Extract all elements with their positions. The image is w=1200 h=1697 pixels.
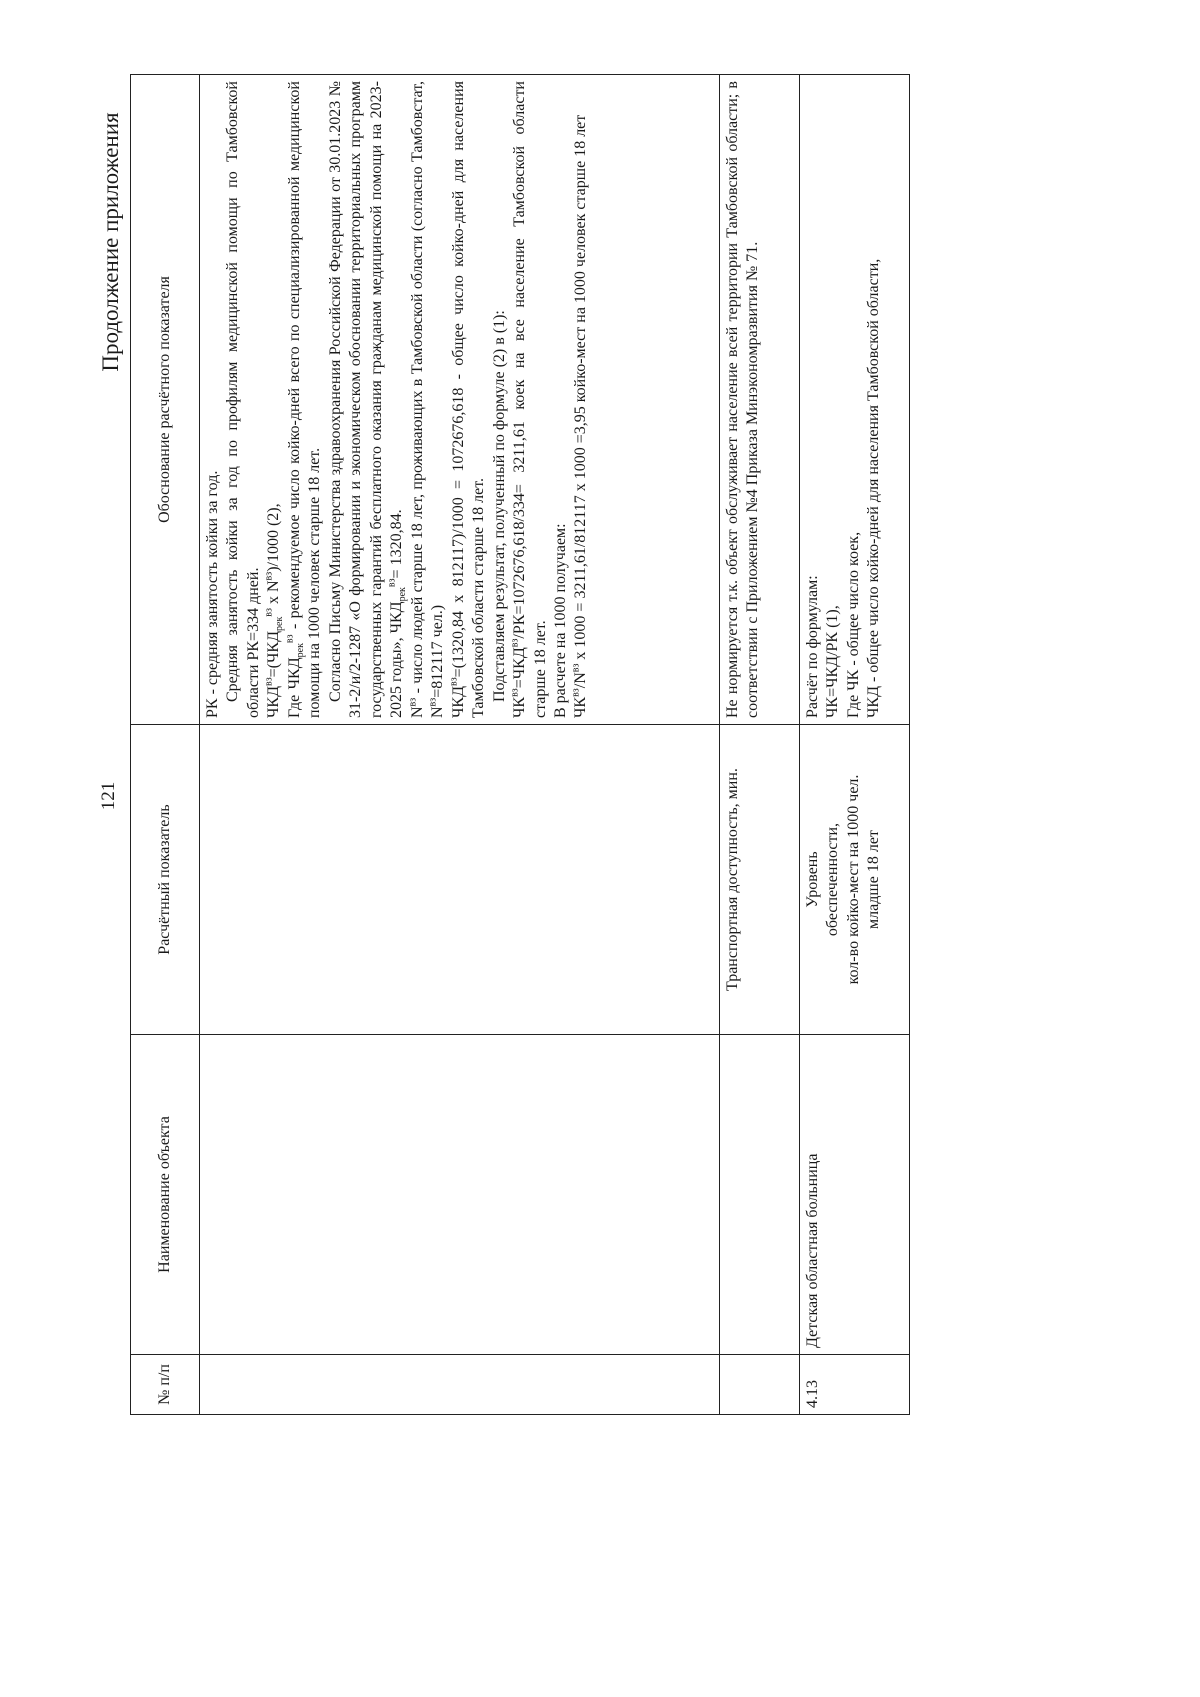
justification-line: ЧК=ЧКД/РК (1),: [824, 605, 842, 718]
indicator-line: Уровень: [804, 851, 821, 908]
row3-name: Детская областная больница: [800, 1035, 910, 1355]
header-name: Наименование объекта: [131, 1035, 200, 1355]
header-num: № п/п: [131, 1355, 200, 1415]
indicator-line: младше 18 лет: [865, 830, 883, 929]
header-indicator: Расчётный показатель: [131, 725, 200, 1035]
document-area: [130, 75, 1070, 1415]
justification-line: Расчёт по формулам:: [804, 575, 821, 718]
indicator-line: обеспеченности,: [824, 822, 842, 937]
justification-line: Где $ЧКД_{рек}^{вз}$ - рекомендуемое число койко-дней всего по специализированной медицинской помощи на 1000 человек старше 18 лет.: [284, 81, 324, 718]
continuation-title: Продолжение приложения: [98, 112, 123, 372]
row1-num: [200, 1355, 720, 1415]
data-table: [130, 74, 910, 1415]
justification-line: Где ЧК - общее число коек,: [844, 531, 862, 718]
justification-line: Средняя занятость койки за год по профилям медицинской помощи по Тамбовской области РК=334 дней.: [224, 81, 262, 718]
table-header-row: [131, 75, 200, 1415]
formula-line: $ЧК^{вз}=ЧКД^{вз}/РК=1072676,618/334= 3211,61$ коек на все население Тамбовской области старше 18 лет.: [509, 81, 549, 718]
formula-line: $ЧКД^{вз}=(ЧКД_{рек}^{вз}$ x $N^{вз})/1000$ (2),: [264, 503, 286, 718]
row3-indicator: [800, 725, 910, 1035]
table-row: [800, 75, 910, 1415]
justification-line: Подставляем результат, полученный по формуле (2) в (1):: [490, 310, 508, 702]
row1-name: [200, 1035, 720, 1355]
table-row: [720, 75, 800, 1415]
row2-name: [720, 1035, 800, 1355]
row2-indicator: Транспортная доступность, мин.: [720, 725, 800, 1035]
page-number: 121: [98, 781, 119, 811]
justification-line: РК - средняя занятость койки за год.: [204, 470, 221, 718]
formula-line: $ЧК^{вз}/N^{вз}$ x 1000 = 3211,61/812117 x 1000 =3,95 койко-мест на 1000 человек старше 18 лет: [571, 114, 590, 718]
row1-indicator: [200, 725, 720, 1035]
row3-num: 4.13: [800, 1355, 910, 1415]
row3-justification: [800, 75, 910, 725]
table-row: [200, 75, 720, 1415]
row1-justification: [200, 75, 720, 725]
row2-justification: [720, 75, 800, 725]
justification-line: Не нормируется т.к. объект обслуживает население всей территории Тамбовской области; в соответствии с Приложением №4 Приказа Минэкономразвития № 71.: [724, 81, 762, 718]
justification-line: ЧКД - общее число койко-дней для населения Тамбовской области,: [865, 258, 883, 718]
justification-line: В расчете на 1000 получаем:: [551, 523, 569, 718]
header-justification: Обоснование расчётного показателя: [131, 75, 200, 725]
rotated-table-wrapper: [130, 75, 1070, 1415]
justification-line: Согласно Письму Министерства здравоохранения Российской Федерации от 30.01.2023 № 31-2/и/2-1287 «О формировании и экономическом обосновании территориальных программ государственных гарантий бесплатного оказания гражданам медицинской помощи на 2023-2025 годы», $ЧКД_{рек}^{вз}= 1320,84$.: [326, 81, 409, 718]
row2-num: [720, 1355, 800, 1415]
justification-line: $N^{вз}$ - число людей старше 18 лет, проживающих в Тамбовской области (согласно Тамбовстат, $N^{вз}=812117$ чел.): [407, 81, 447, 718]
indicator-line: кол-во койко-мест на 1000 чел.: [844, 774, 862, 985]
formula-line: $ЧКД^{вз}=(1320,84$ x 812117)/1000 = 1072676,618 - общее число койко-дней для населения Тамбовской области старше 18 лет.: [448, 81, 488, 718]
